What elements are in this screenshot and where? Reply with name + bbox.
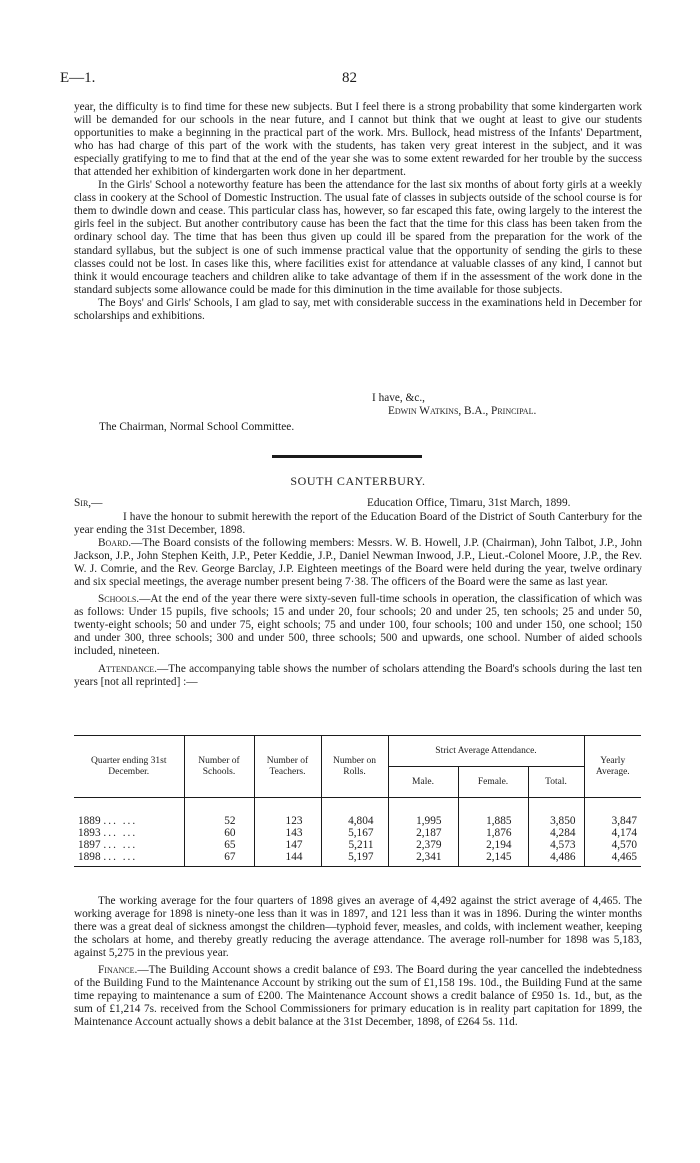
cell-rolls: 5,167	[321, 827, 388, 839]
closing-formula: I have, &c.,	[372, 392, 426, 404]
cell-yearly: 4,465	[584, 851, 641, 867]
paragraph-kindergarten: year, the difficulty is to find time for these new subjects. But I feel there is a strong probability that some kindergarten work will be demanded for our schools in the near future, and I cannot but think that we ought at least to give our students opportunities to make a beginning in the practical part of the work. Mrs. Bullock, head mistress of the Infants' Department, who has had charge of this part of the work with the students, has taken very great interest in the subject, and it was especially gratifying to me to find that at the end of the year she was to some extent rewarded for her trouble by the success that attended her exhibition of kindergarten work done in her department.	[74, 101, 642, 179]
header-rolls: Number on Rolls.	[321, 736, 388, 798]
table-row	[74, 815, 641, 827]
addressee: The Chairman, Normal School Committee.	[99, 421, 295, 433]
header-yearly-average: Yearly Average.	[584, 736, 641, 798]
cell-teachers: 143	[254, 827, 321, 839]
attendance-heading: Attendance.	[98, 662, 157, 675]
section-divider	[272, 455, 422, 458]
row-year: 1898	[78, 850, 101, 863]
leader-dots: ... ...	[103, 814, 138, 827]
finance-text: —The Building Account shows a credit balance of £93. The Board during the year cancelled the indebtedness of the Building Fund to the Maintenance Account by striking out the sum of £1,158 19s. 10d., the Building Fund at the same time repaying to maintenance a sum of £200. The Maintenance Account shows a credit balance of £950 1s. 1d., but, as the sum of £1,214 7s. received from the School Commissioners for primary education is in reality part capitation for 1899, the Maintenance Account actually shows a debit balance at the 31st December, 1898, of £264 5s. 11d.	[74, 964, 642, 1029]
header-quarter: Quarter ending 31st December.	[74, 736, 184, 798]
header-schools: Number of Schools.	[184, 736, 254, 798]
cell-total: 3,850	[528, 815, 584, 827]
paragraph-schools	[74, 593, 642, 658]
cell-rolls: 4,804	[321, 815, 388, 827]
paragraph-working-average: The working average for the four quarters of 1898 gives an average of 4,492 against the strict average of 4,465. The working average for 1898 is ninety-one less than it was in 1897, and 121 less than it was in 1896. During the winter months there was a great deal of sickness amongst the children—typhoid fever, measles, and colds, with inclement weather, keeping the scholars at home, and thereby greatly reducing the average attendance. The average roll-number for 1898 was 5,183, against 5,275 in the previous year.	[74, 895, 642, 960]
finance-heading: Finance.	[98, 964, 138, 977]
paragraph-girls-school: In the Girls' School a noteworthy feature has been the attendance for the last six months of about forty girls at a weekly class in cookery at the School of Domestic Instruction. The usual fate of classes in subjects outside of the school course is for them to dwindle down and cease. This particular class has, however, so far escaped this fate, owing largely to the interest the girls feel in the subject. But another contributory cause has been the fact that the time for this class has been taken from the ordinary school day. The time that has been thus given up could ill be spared from the preparation for the work of the standard syllabus, but the subject is one of such immense practical value that the opportunity of sending the girls to these classes could not be lost. In cases like this, where facilities exist for attendance at valuable classes of any kind, I cannot but think it would encourage teachers and children alike to take advantage of them if in the assessment of the work done in the standard subjects some allowance could be made for this diminution in the time available for those subjects.	[74, 179, 642, 296]
cell-schools: 65	[184, 839, 254, 851]
cell-female: 1,885	[458, 815, 528, 827]
table-row	[74, 851, 641, 867]
cell-female: 1,876	[458, 827, 528, 839]
cell-male: 1,995	[388, 815, 458, 827]
board-heading: Board.	[98, 537, 132, 550]
paragraph-attendance	[74, 663, 642, 689]
cell-yearly: 4,174	[584, 827, 641, 839]
row-year: 1889	[78, 814, 101, 827]
report-text	[74, 511, 642, 689]
cell-yearly: 3,847	[584, 815, 641, 827]
header-male: Male.	[388, 767, 458, 798]
paragraph-intro: I have the honour to submit herewith the report of the Education Board of the District of South Canterbury for the year ending the 31st December, 1898.	[74, 511, 642, 537]
header-female: Female.	[458, 767, 528, 798]
report-reference: E—1.	[60, 70, 96, 86]
section-title: SOUTH CANTERBURY.	[290, 474, 426, 488]
cell-rolls: 5,211	[321, 839, 388, 851]
closing-text	[74, 895, 642, 1029]
row-year: 1897	[78, 838, 101, 851]
dateline: Education Office, Timaru, 31st March, 1899.	[367, 497, 571, 509]
signature: Edwin Watkins, B.A., Principal.	[388, 405, 537, 417]
paragraph-examinations: The Boys' and Girls' Schools, I am glad to say, met with considerable success in the examinations held in December for scholarships and exhibitions.	[74, 296, 642, 322]
header-teachers: Number of Teachers.	[254, 736, 321, 798]
cell-teachers: 123	[254, 815, 321, 827]
cell-male: 2,341	[388, 851, 458, 867]
cell-schools: 67	[184, 851, 254, 867]
cell-rolls: 5,197	[321, 851, 388, 867]
paragraph-finance	[74, 964, 642, 1029]
salutation: Sir,—	[74, 497, 103, 509]
table-row	[74, 839, 641, 851]
continuation-text	[74, 101, 642, 323]
paragraph-board	[74, 537, 642, 589]
cell-teachers: 147	[254, 839, 321, 851]
leader-dots: ... ...	[103, 850, 138, 863]
board-text: —The Board consists of the following members: Messrs. W. B. Howell, J.P. (Chairman), John Talbot, J.P., John Jackson, J.P., John Stephen Keith, J.P., Peter Keddie, J.P., Daniel Newman Inwood, J.P., Lieut.-Colonel Moore, J.P., the Rev. W. J. Comrie, and the Rev. George Barclay, J.P. Eighteen meetings of the Board were held during the year, twelve ordinary and six special meetings, the average number present being 7·38. The officers of the Board were the same as last year.	[74, 537, 642, 589]
attendance-text: —The accompanying table shows the number of scholars attending the Board's schools during the last ten years [not all reprinted] :—	[74, 662, 642, 688]
cell-male: 2,187	[388, 827, 458, 839]
cell-female: 2,194	[458, 839, 528, 851]
schools-text: —At the end of the year there were sixty-seven full-time schools in operation, the classification of which was as follows: Under 15 pupils, five schools; 15 and under 20, four schools; 20 and under 25, ten schools; 25 and under 50, twenty-eight schools; 50 and under 75, eight schools; 75 and under 100, four schools; 100 and under 150, one school; 150 and under 300, three schools; 300 and under 500, three schools; 500 and upwards, one school. Number of aided schools included, nineteen.	[74, 593, 642, 658]
table-row	[74, 827, 641, 839]
attendance-table	[74, 735, 641, 867]
row-year: 1893	[78, 826, 101, 839]
page-number: 82	[342, 70, 357, 86]
cell-male: 2,379	[388, 839, 458, 851]
cell-total: 4,284	[528, 827, 584, 839]
header-strict-attendance: Strict Average Attendance.	[388, 736, 584, 767]
cell-total: 4,573	[528, 839, 584, 851]
cell-female: 2,145	[458, 851, 528, 867]
running-head	[60, 70, 640, 90]
leader-dots: ... ...	[103, 826, 138, 839]
cell-teachers: 144	[254, 851, 321, 867]
header-total: Total.	[528, 767, 584, 798]
cell-schools: 52	[184, 815, 254, 827]
cell-yearly: 4,570	[584, 839, 641, 851]
cell-total: 4,486	[528, 851, 584, 867]
schools-heading: Schools.	[98, 593, 140, 606]
cell-schools: 60	[184, 827, 254, 839]
leader-dots: ... ...	[103, 838, 138, 851]
